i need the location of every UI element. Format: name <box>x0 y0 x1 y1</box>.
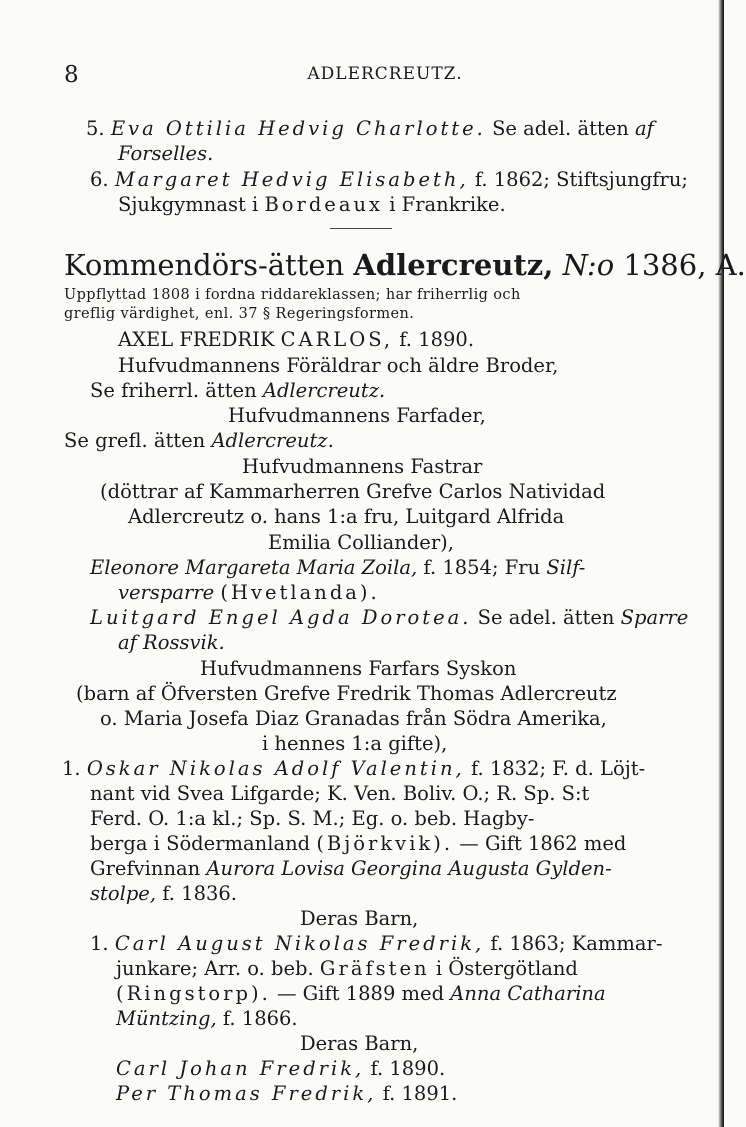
child-1-line-3: (Ringstorp). — Gift 1889 med Anna Catharina <box>116 982 606 1005</box>
page-edge-shadow <box>718 0 724 1127</box>
head-of-family: AXEL FREDRIK CARLOS, f. 1890. <box>118 328 475 351</box>
entry-6-line-1: 6. Margaret Hedvig Elisabeth, f. 1862; Stiftsjungfru; <box>90 168 688 191</box>
running-title: ADLERCREUTZ. <box>307 64 463 84</box>
page-number: 8 <box>64 62 79 88</box>
children-heading: Deras Barn, <box>300 907 419 930</box>
entry-5-line-1: 5. Eva Ottilia Hedvig Charlotte. Se adel. ätten af <box>86 117 654 140</box>
child-1-name: Carl August Nikolas Fredrik, <box>114 932 485 955</box>
aunts-note-2: Adlercreutz o. hans 1:a fru, Luitgard Alfrida <box>128 505 565 528</box>
aunt-1-line-1: Eleonore Margareta Maria Zoila, f. 1854; Fru Silf- <box>90 556 586 579</box>
grandchild-2: Per Thomas Fredrik, f. 1891. <box>116 1082 458 1105</box>
aunt-2-line-1: Luitgard Engel Agda Dorotea. Se adel. ätten Sparre <box>90 606 689 629</box>
parents-heading: Hufvudmannens Föräldrar och äldre Broder, <box>118 354 559 377</box>
siblings-note-1: (barn af Öfversten Grefve Fredrik Thomas Adlercreutz <box>76 682 617 705</box>
entry-6-line-2: Sjukgymnast i Bordeaux i Frankrike. <box>118 193 506 216</box>
running-header <box>64 62 706 90</box>
entry-5-line-2: Forselles. <box>118 142 214 165</box>
child-1-line-2: junkare; Arr. o. beb. Gräfsten i Östergötland <box>116 957 578 980</box>
sibling-1-line-6: stolpe, f. 1836. <box>90 882 237 905</box>
sibling-1-line-2: nant vid Svea Lifgarde; K. Ven. Boliv. O.; R. Sp. S:t <box>90 782 590 805</box>
siblings-note-2: o. Maria Josefa Diaz Granadas från Södra Amerika, <box>100 707 607 730</box>
sibling-1-name: Oskar Nikolas Adolf Valentin, <box>86 757 465 780</box>
aunt-1-name: Eleonore Margareta Maria Zoila, <box>90 556 418 579</box>
parents-reference: Se friherrl. ätten Adlercreutz. <box>90 379 386 402</box>
grandfather-reference: Se grefl. ätten Adlercreutz. <box>64 429 334 452</box>
siblings-note-3: i hennes 1:a gifte), <box>262 732 448 755</box>
aunts-note-1: (döttrar af Kammarherren Grefve Carlos Natividad <box>100 480 606 503</box>
grandchild-1: Carl Johan Fredrik, f. 1890. <box>116 1057 446 1080</box>
siblings-heading: Hufvudmannens Farfars Syskon <box>200 657 517 680</box>
aunt-2-name: Luitgard Engel Agda Dorotea. <box>90 606 472 629</box>
child-1-line-4: Müntzing, f. 1866. <box>116 1007 298 1030</box>
entry-6-name: Margaret Hedvig Elisabeth, <box>114 168 469 191</box>
entry-5-name: Eva Ottilia Hedvig Charlotte. <box>110 117 486 140</box>
child-1-line-1: 1. Carl August Nikolas Fredrik, f. 1863; Kammar- <box>90 932 663 955</box>
section-divider <box>330 228 392 229</box>
sibling-1-line-3: Ferd. O. 1:a kl.; Sp. S. M.; Eg. o. beb. Hagby- <box>90 807 535 830</box>
section-note-2: greflig värdighet, enl. 37 § Regeringsformen. <box>64 306 415 322</box>
aunt-2-line-2: af Rossvik. <box>118 631 225 654</box>
sibling-1-line-4: berga i Södermanland (Björkvik). — Gift 1862 med <box>90 832 627 855</box>
aunt-1-line-2: versparre (Hvetlanda). <box>118 581 380 604</box>
section-note-1: Uppflyttad 1808 i fordna riddareklassen; har friherrlig och <box>64 287 521 303</box>
sibling-1-line-5: Grefvinnan Aurora Lovisa Georgina Augusta Gylden- <box>90 857 612 880</box>
grandchildren-heading: Deras Barn, <box>300 1032 419 1055</box>
section-title: Kommendörs-ätten Adlercreutz, N:o 1386, A. <box>64 248 746 282</box>
grandfather-heading: Hufvudmannens Farfader, <box>228 404 486 427</box>
aunts-heading: Hufvudmannens Fastrar <box>242 455 483 478</box>
aunts-note-3: Emilia Colliander), <box>268 531 454 554</box>
sibling-1-line-1: 1. Oskar Nikolas Adolf Valentin, f. 1832; F. d. Löjt- <box>62 757 646 780</box>
